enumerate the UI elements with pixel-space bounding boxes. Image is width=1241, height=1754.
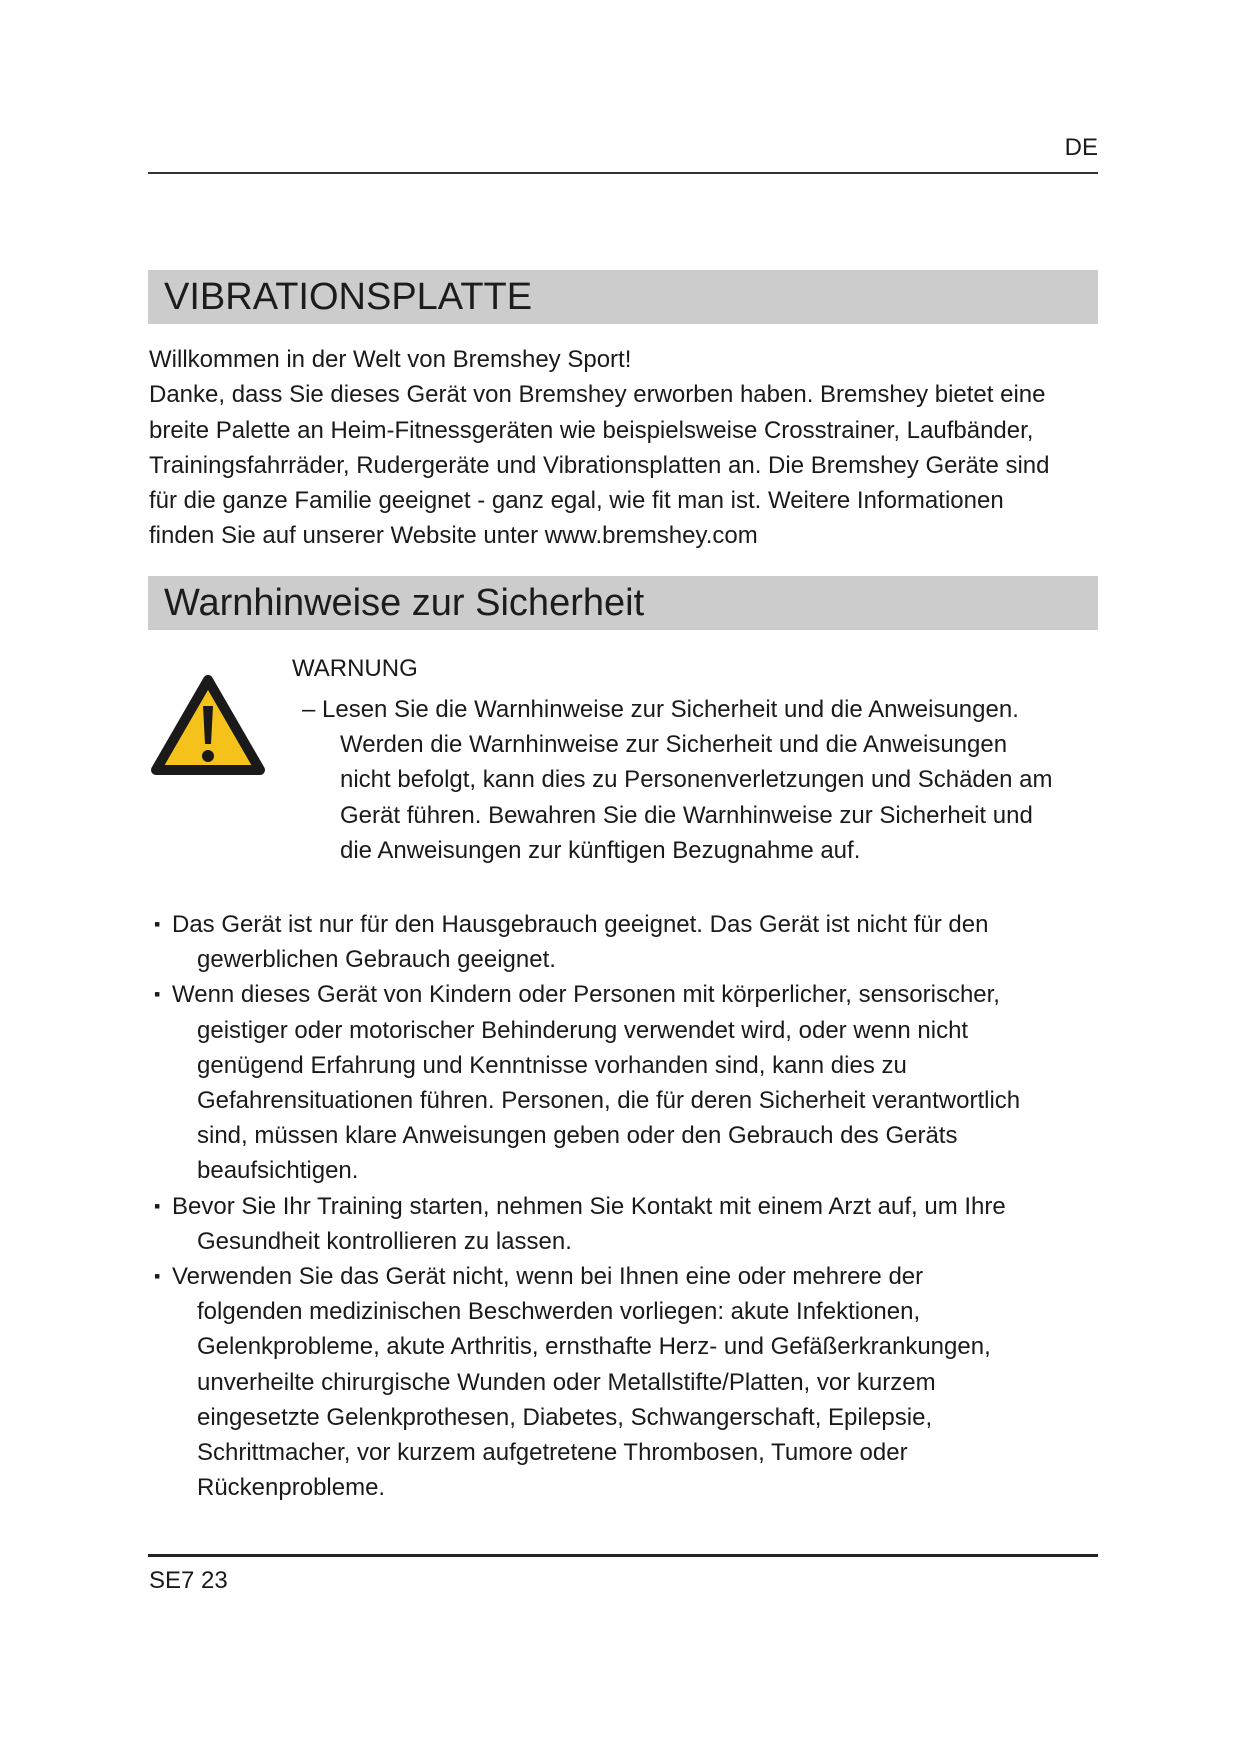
intro-line: für die ganze Familie geeignet - ganz egal, wie fit man ist. Weitere Informationen (149, 487, 1004, 515)
warning-line: Gerät führen. Bewahren Sie die Warnhinweise zur Sicherheit und (340, 801, 1033, 829)
bullet-continuation: folgenden medizinischen Beschwerden vorliegen: akute Infektionen, (197, 1298, 921, 1326)
bullet-continuation: Gelenkprobleme, akute Arthritis, ernsthafte Herz- und Gefäßerkrankungen, (197, 1333, 991, 1361)
bullet-continuation: Gesundheit kontrollieren zu lassen. (197, 1227, 572, 1255)
intro-line: Trainingsfahrräder, Rudergeräte und Vibrationsplatten an. Die Bremshey Geräte sind (149, 451, 1050, 479)
footer-rule (148, 1554, 1098, 1557)
bullet-first-line: Bevor Sie Ihr Training starten, nehmen Sie Kontakt mit einem Arzt auf, um Ihre (172, 1192, 1006, 1220)
bullet-marker: ▪ (154, 1266, 161, 1287)
list-item (152, 1259, 1092, 1505)
language-code: DE (1064, 134, 1098, 161)
warning-first-line (302, 692, 1102, 727)
section-title-vibrationsplatte: VIBRATIONSPLATTE (148, 270, 1098, 324)
warning-first-text: Lesen Sie die Warnhinweise zur Sicherheit und die Anweisungen. (322, 696, 1019, 723)
safety-bullet-list (152, 907, 1092, 1505)
list-item (152, 907, 1092, 977)
warning-title: WARNUNG (292, 655, 418, 682)
bullet-continuation: Schrittmacher, vor kurzem aufgetretene Thrombosen, Tumore oder (197, 1439, 908, 1467)
page-footer: SE7 23 (149, 1567, 228, 1594)
bullet-marker: ▪ (154, 984, 161, 1005)
warning-line: nicht befolgt, kann dies zu Personenverletzungen und Schäden am (340, 766, 1053, 794)
bullet-continuation: Rückenprobleme. (197, 1474, 386, 1502)
bullet-continuation: Gefahrensituationen führen. Personen, die für deren Sicherheit verantwortlich (197, 1087, 1021, 1115)
bullet-continuation: gewerblichen Gebrauch geeignet. (197, 946, 556, 974)
bullet-first-line: Verwenden Sie das Gerät nicht, wenn bei Ihnen eine oder mehrere der (172, 1263, 924, 1291)
intro-text (149, 342, 1099, 554)
header-rule (148, 172, 1098, 174)
intro-line: finden Sie auf unserer Website unter www.bremshey.com (149, 522, 758, 550)
intro-welcome: Willkommen in der Welt von Bremshey Sport! (149, 346, 632, 373)
bullet-first-line: Wenn dieses Gerät von Kindern oder Personen mit körperlicher, sensorischer, (172, 981, 1000, 1009)
intro-line: breite Palette an Heim-Fitnessgeräten wie beispielsweise Crosstrainer, Laufbänder, (149, 416, 1034, 444)
intro-line: Danke, dass Sie dieses Gerät von Bremshey erworben haben. Bremshey bietet eine (149, 381, 1046, 409)
bullet-continuation: sind, müssen klare Anweisungen geben oder den Gebrauch des Geräts (197, 1122, 958, 1150)
bullet-continuation: genügend Erfahrung und Kenntnisse vorhanden sind, kann dies zu (197, 1051, 907, 1079)
bullet-marker: ▪ (154, 1195, 161, 1216)
warning-line: Werden die Warnhinweise zur Sicherheit und die Anweisungen (340, 731, 1008, 759)
bullet-continuation: beaufsichtigen. (197, 1157, 359, 1185)
bullet-marker: ▪ (154, 914, 161, 934)
bullet-continuation: eingesetzte Gelenkprothesen, Diabetes, Schwangerschaft, Epilepsie, (197, 1403, 933, 1431)
bullet-first-line: Das Gerät ist nur für den Hausgebrauch geeignet. Das Gerät ist nicht für den (172, 911, 989, 938)
bullet-continuation: geistiger oder motorischer Behinderung verwendet wird, oder wenn nicht (197, 1016, 969, 1044)
section-title-safety: Warnhinweise zur Sicherheit (148, 576, 1098, 630)
warning-body (302, 692, 1102, 868)
warning-triangle-icon (150, 674, 266, 778)
warning-line: die Anweisungen zur künftigen Bezugnahme auf. (340, 836, 861, 864)
warning-dash: – (302, 696, 316, 723)
list-item (152, 1189, 1092, 1259)
bullet-continuation: unverheilte chirurgische Wunden oder Metallstifte/Platten, vor kurzem (197, 1368, 936, 1396)
list-item (152, 977, 1092, 1188)
